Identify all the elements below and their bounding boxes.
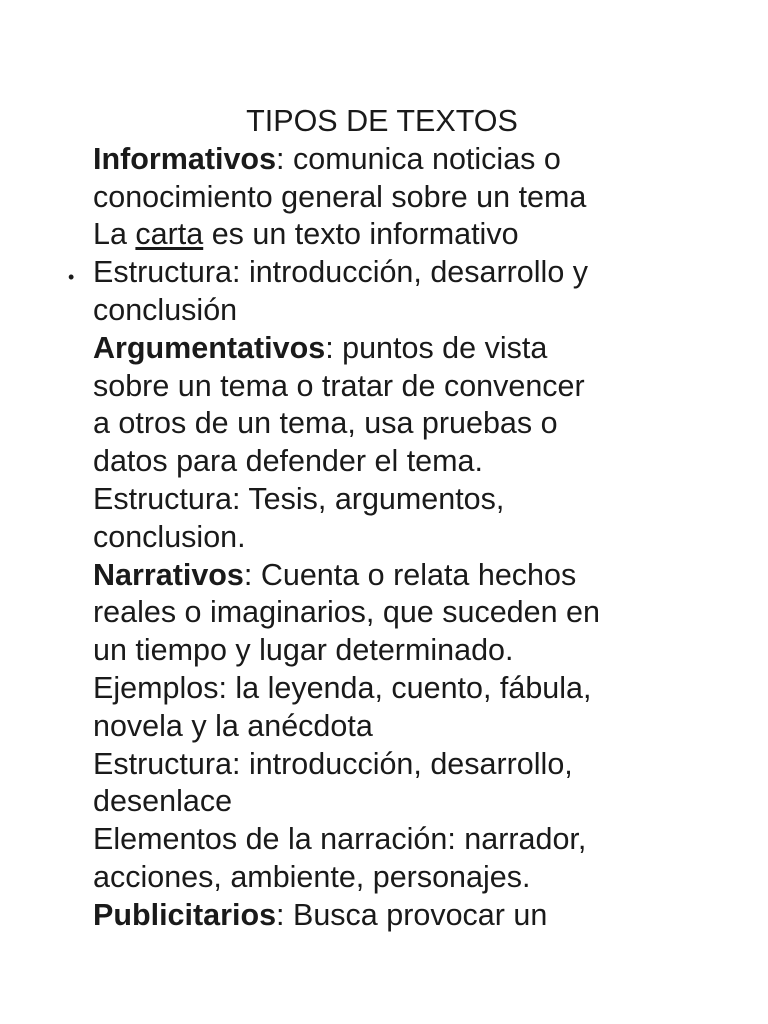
document-title: TIPOS DE TEXTOS bbox=[246, 104, 518, 138]
narrativos-structure-2: desenlace bbox=[93, 784, 233, 819]
argumentativos-line-2: sobre un tema o tratar de convencer bbox=[93, 368, 585, 403]
term-informativos: Informativos bbox=[93, 141, 277, 176]
narrativos-line-2: reales o imaginarios, que suceden en bbox=[93, 595, 600, 630]
carta-link[interactable]: carta bbox=[135, 217, 204, 252]
narrativos-examples-1: Ejemplos: la leyenda, cuento, fábula, bbox=[93, 670, 592, 705]
narrativos-elements-2: acciones, ambiente, personajes. bbox=[93, 859, 531, 894]
publicitarios-definition: Publicitarios: Busca provocar un bbox=[93, 897, 548, 932]
narrativos-line-3: un tiempo y lugar determinado. bbox=[93, 633, 514, 668]
informativos-structure-1: Estructura: introducción, desarrollo y bbox=[93, 255, 588, 290]
informativos-line-2: conocimiento general sobre un tema bbox=[93, 179, 587, 214]
term-publicitarios: Publicitarios bbox=[93, 897, 277, 932]
term-argumentativos: Argumentativos bbox=[93, 330, 326, 365]
term-narrativos: Narrativos bbox=[93, 557, 244, 592]
narrativos-definition: Narrativos: Cuenta o relata hechos bbox=[93, 557, 577, 592]
argumentativos-line-3: a otros de un tema, usa pruebas o bbox=[93, 406, 558, 441]
argumentativos-line-4: datos para defender el tema. bbox=[93, 444, 483, 479]
informativos-structure-2: conclusión bbox=[93, 292, 238, 327]
narrativos-elements-1: Elementos de la narración: narrador, bbox=[93, 822, 587, 857]
narrativos-structure-1: Estructura: introducción, desarrollo, bbox=[93, 746, 573, 781]
informativos-definition: Informativos: comunica noticias o bbox=[93, 141, 561, 176]
document-page bbox=[93, 103, 693, 935]
argumentativos-structure-1: Estructura: Tesis, argumentos, bbox=[93, 481, 505, 516]
narrativos-examples-2: novela y la anécdota bbox=[93, 708, 373, 743]
informativos-example: La carta es un texto informativo bbox=[93, 217, 519, 252]
argumentativos-structure-2: conclusion. bbox=[93, 519, 246, 554]
argumentativos-definition: Argumentativos: puntos de vista bbox=[93, 330, 548, 365]
list-bullet: • bbox=[68, 267, 75, 287]
